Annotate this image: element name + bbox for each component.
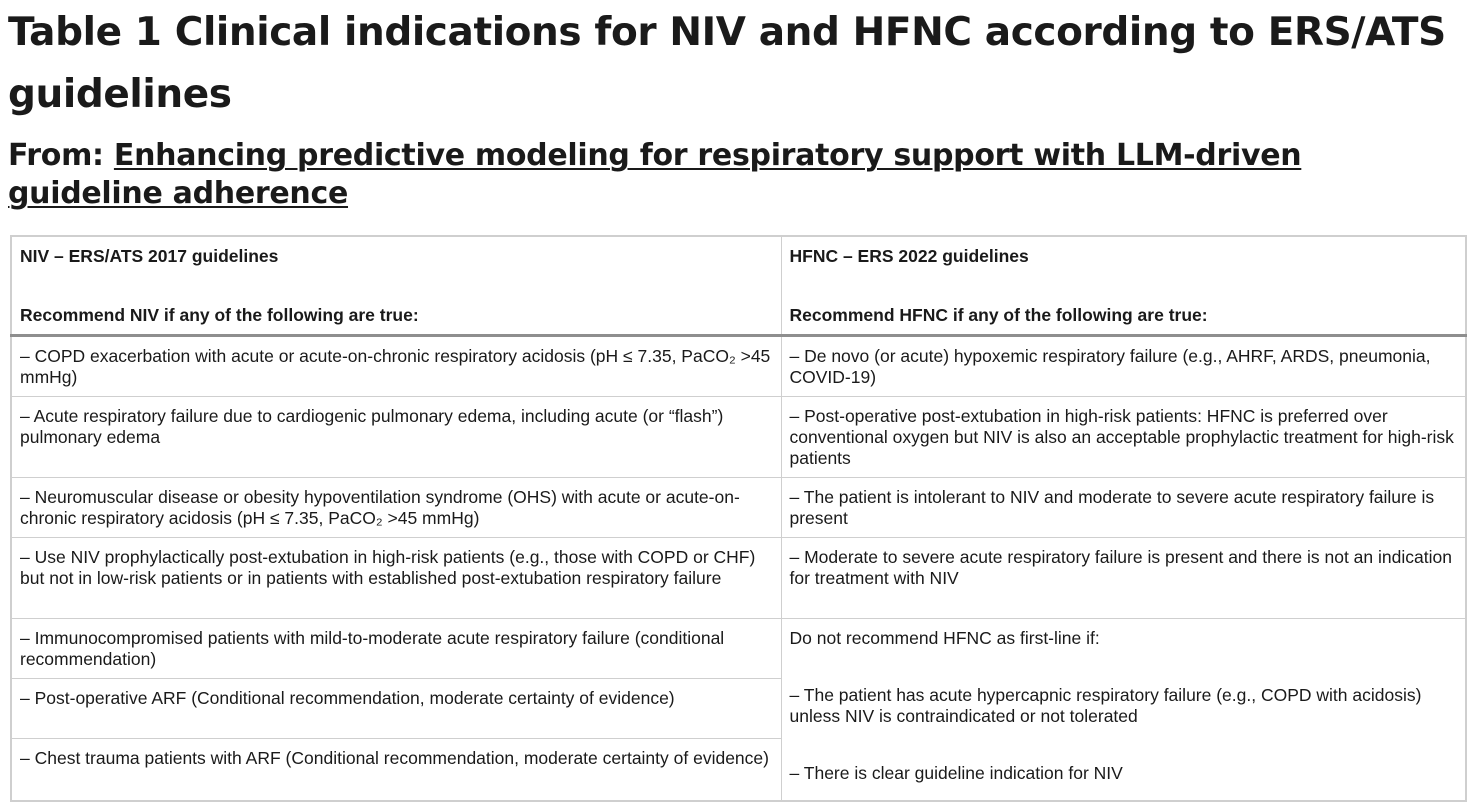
niv-cell: – Use NIV prophylactically post-extubation in high-risk patients (e.g., those with COPD or CHF) but not in low-risk patients or in patients with established post-extubation respiratory failure <box>11 538 781 619</box>
page-title: Table 1 Clinical indications for NIV and HFNC according to ERS/ATS guidelines <box>8 10 1446 117</box>
hfnc-cell: – The patient is intolerant to NIV and moderate to severe acute respiratory failure is present <box>781 478 1466 538</box>
table-row <box>11 336 1466 397</box>
niv-cell: – Immunocompromised patients with mild-to-moderate acute respiratory failure (conditional recommendation) <box>11 619 781 679</box>
niv-cell: – COPD exacerbation with acute or acute-on-chronic respiratory acidosis (pH ≤ 7.35, PaCO₂ >45 mmHg) <box>11 336 781 397</box>
indications-table <box>10 235 1467 802</box>
from-prefix: From: <box>8 138 104 173</box>
hfnc-not-first-line-item: – There is clear guideline indication for NIV <box>789 763 1123 783</box>
table-header-row <box>11 236 1466 336</box>
niv-cell: – Neuromuscular disease or obesity hypoventilation syndrome (OHS) with acute or acute-on-chronic respiratory acidosis (pH ≤ 7.35, PaCO₂ >45 mmHg) <box>11 478 781 538</box>
header-niv <box>11 236 781 336</box>
table-row <box>11 619 1466 679</box>
source-article-line <box>8 137 1458 213</box>
hfnc-not-first-line-heading: Do not recommend HFNC as first-line if: <box>789 628 1100 648</box>
niv-cell: – Chest trauma patients with ARF (Conditional recommendation, moderate certainty of evidence) <box>11 739 781 802</box>
hfnc-not-first-line-item: – The patient has acute hypercapnic respiratory failure (e.g., COPD with acidosis) unless NIV is contraindicated or not tolerated <box>789 685 1422 726</box>
header-hfnc <box>781 236 1466 336</box>
table-row <box>11 538 1466 619</box>
niv-cell: – Post-operative ARF (Conditional recommendation, moderate certainty of evidence) <box>11 679 781 739</box>
hfnc-cell: – Moderate to severe acute respiratory failure is present and there is not an indication for treatment with NIV <box>781 538 1466 619</box>
article-link[interactable]: Enhancing predictive modeling for respiratory support with LLM-driven guideline adherence <box>8 138 1302 211</box>
niv-cell: – Acute respiratory failure due to cardiogenic pulmonary edema, including acute (or “flash”) pulmonary edema <box>11 397 781 478</box>
header-niv-name: NIV – ERS/ATS 2017 guidelines <box>20 246 279 266</box>
header-niv-recommend: Recommend NIV if any of the following are true: <box>20 305 419 325</box>
table-row <box>11 397 1466 478</box>
hfnc-not-first-line-cell <box>781 619 1466 802</box>
hfnc-cell: – Post-operative post-extubation in high-risk patients: HFNC is preferred over conventional oxygen but NIV is also an acceptable prophylactic treatment for high-risk patients <box>781 397 1466 478</box>
hfnc-cell: – De novo (or acute) hypoxemic respiratory failure (e.g., AHRF, ARDS, pneumonia, COVID-19) <box>781 336 1466 397</box>
table-row <box>11 478 1466 538</box>
header-hfnc-recommend: Recommend HFNC if any of the following are true: <box>789 305 1208 325</box>
header-hfnc-name: HFNC – ERS 2022 guidelines <box>789 246 1029 266</box>
